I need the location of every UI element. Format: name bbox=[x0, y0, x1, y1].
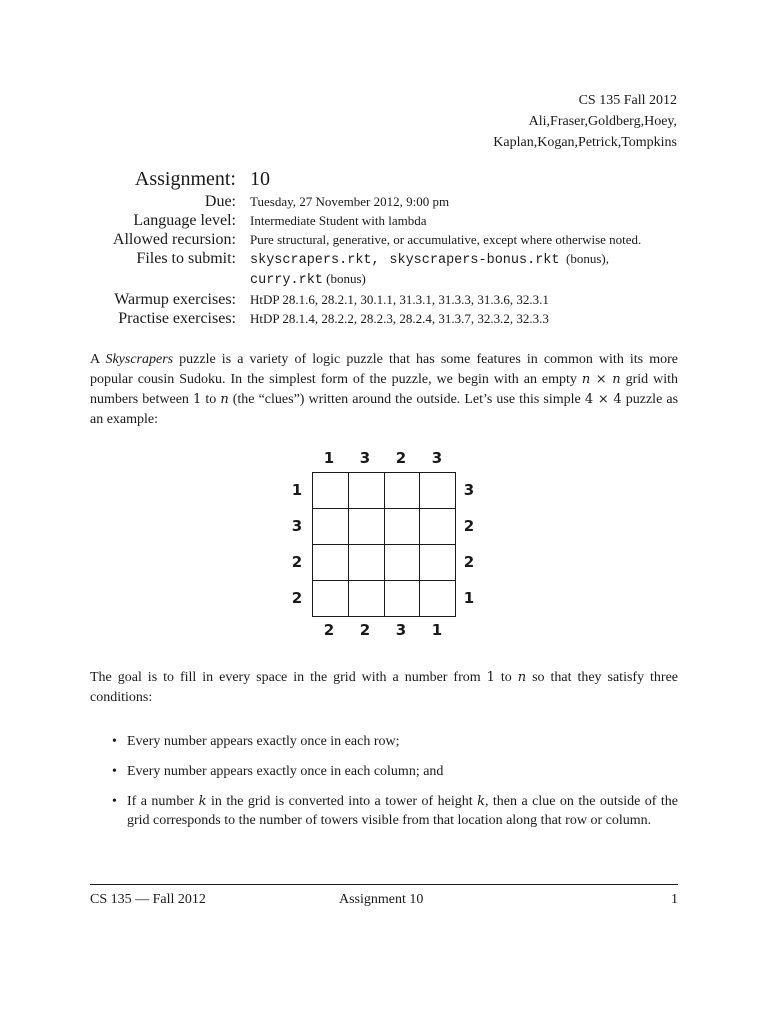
top-clue: 1 bbox=[323, 449, 335, 467]
grid-cell bbox=[348, 545, 384, 581]
intro-text: puzzle is a variety of logic puzzle that has some features in common with its more popular cousin Sudoku. In the simplest form of the puzzle, we begin with an empty bbox=[90, 352, 678, 387]
goal-text: The goal is to fill in every space in the grid with a number from bbox=[90, 670, 487, 685]
grid-cell bbox=[348, 581, 384, 617]
math-one: 1 bbox=[486, 670, 495, 685]
grid-cell bbox=[348, 473, 384, 509]
condition-text: in the grid is converted into a tower of height bbox=[206, 794, 478, 809]
due-date: Tuesday, 27 November 2012, 9:00 pm bbox=[250, 194, 450, 209]
instructors-line-2: Kaplan,Kogan,Petrick,Tompkins bbox=[493, 135, 677, 150]
condition-text: If a number bbox=[127, 794, 199, 809]
practise-row bbox=[90, 309, 690, 328]
intro-text: to bbox=[201, 392, 221, 407]
right-clue: 2 bbox=[463, 553, 475, 571]
footer-assignment: Assignment 10 bbox=[339, 892, 424, 907]
due-label: Due: bbox=[204, 193, 236, 210]
due-row bbox=[90, 192, 690, 211]
intro-text: (the “clues”) written around the outside. Let’s use this simple bbox=[228, 392, 585, 407]
grid-cell bbox=[313, 473, 349, 509]
grid-cell bbox=[384, 581, 420, 617]
right-clue: 2 bbox=[463, 517, 475, 535]
recursion-row bbox=[90, 230, 690, 249]
grid-cell bbox=[420, 473, 456, 509]
right-clue: 1 bbox=[463, 589, 475, 607]
left-clue: 2 bbox=[291, 589, 303, 607]
grid-cell bbox=[313, 581, 349, 617]
grid-row bbox=[313, 581, 456, 617]
grid-row bbox=[313, 473, 456, 509]
skyscrapers-term: Skyscrapers bbox=[105, 352, 174, 367]
bottom-clue: 2 bbox=[359, 621, 371, 639]
bottom-clue: 2 bbox=[323, 621, 335, 639]
files-label: Files to submit: bbox=[136, 250, 236, 267]
math-one: 1 bbox=[193, 392, 202, 407]
instructors-line-1: Ali,Fraser,Goldberg,Hoey, bbox=[528, 114, 677, 129]
footer-divider bbox=[90, 884, 678, 885]
intro-text: A bbox=[90, 352, 106, 367]
grid-cell bbox=[313, 545, 349, 581]
bottom-clue: 1 bbox=[431, 621, 443, 639]
list-item bbox=[108, 762, 678, 781]
course-title: CS 135 Fall 2012 bbox=[578, 93, 677, 108]
bullet-icon: • bbox=[112, 794, 117, 809]
file-skyscrapers-bonus: skyscrapers-bonus.rkt bbox=[389, 253, 560, 268]
grid-cell bbox=[420, 509, 456, 545]
bullet-icon: • bbox=[112, 734, 117, 749]
condition-text: Every number appears exactly once in each column; and bbox=[127, 764, 444, 779]
intro-paragraph bbox=[90, 350, 678, 430]
math-n: n bbox=[220, 392, 229, 407]
math-four-by-four: 4 × 4 bbox=[584, 392, 622, 407]
bonus-note: (bonus) bbox=[326, 271, 366, 286]
grid-cell bbox=[384, 473, 420, 509]
files-list bbox=[250, 249, 690, 290]
intro-text: puzzle as an example: bbox=[90, 392, 679, 427]
language-level: Intermediate Student with lambda bbox=[250, 213, 427, 228]
condition-text: , then a clue on the outside of the grid corresponds to the number of towers visible from that location along that row or column. bbox=[127, 794, 678, 828]
top-clue: 3 bbox=[359, 449, 371, 467]
language-row bbox=[90, 211, 690, 230]
grid-cell bbox=[420, 581, 456, 617]
left-clue: 1 bbox=[291, 481, 303, 499]
goal-paragraph bbox=[90, 668, 678, 708]
bonus-note: (bonus), bbox=[566, 251, 609, 266]
warmup-row bbox=[90, 290, 690, 309]
footer-course: CS 135 — Fall 2012 bbox=[90, 892, 206, 907]
assignment-label: Assignment: bbox=[134, 168, 236, 190]
right-clue: 3 bbox=[463, 481, 475, 499]
left-clue: 3 bbox=[291, 517, 303, 535]
practise-label: Practise exercises: bbox=[118, 310, 236, 327]
grid-cell bbox=[384, 545, 420, 581]
left-clue: 2 bbox=[291, 553, 303, 571]
grid-row bbox=[313, 545, 456, 581]
list-item bbox=[108, 792, 678, 830]
file-curry: curry.rkt bbox=[250, 273, 323, 288]
page-number: 1 bbox=[671, 892, 678, 907]
document-header bbox=[493, 90, 677, 153]
files-row bbox=[90, 249, 690, 290]
conditions-list bbox=[108, 732, 678, 841]
warmup-label: Warmup exercises: bbox=[114, 291, 236, 308]
assignment-number: 10 bbox=[250, 168, 270, 190]
grid-cell bbox=[313, 509, 349, 545]
bullet-icon: • bbox=[112, 764, 117, 779]
language-label: Language level: bbox=[133, 212, 236, 229]
practise-exercises: HtDP 28.1.4, 28.2.2, 28.2.3, 28.2.4, 31.3.7, 32.3.2, 32.3.3 bbox=[250, 311, 549, 326]
goal-text: to bbox=[494, 670, 518, 685]
top-clue: 3 bbox=[431, 449, 443, 467]
grid-cell bbox=[420, 545, 456, 581]
list-item bbox=[108, 732, 678, 751]
goal-text: so that they satisfy three conditions: bbox=[90, 670, 679, 705]
grid-row bbox=[313, 509, 456, 545]
math-k: k bbox=[477, 794, 485, 809]
assignment-info bbox=[90, 166, 690, 328]
grid-cell bbox=[348, 509, 384, 545]
grid-cell bbox=[384, 509, 420, 545]
condition-text: Every number appears exactly once in each row; bbox=[127, 734, 400, 749]
math-n: n bbox=[517, 670, 527, 685]
file-skyscrapers: skyscrapers.rkt, bbox=[250, 253, 380, 268]
warmup-exercises: HtDP 28.1.6, 28.2.1, 30.1.1, 31.3.1, 31.3.3, 31.3.6, 32.3.1 bbox=[250, 292, 549, 307]
intro-text: grid with numbers between bbox=[90, 372, 678, 407]
assignment-row bbox=[90, 166, 690, 192]
recursion-label: Allowed recursion: bbox=[112, 231, 236, 248]
recursion-rules: Pure structural, generative, or accumulative, except where otherwise noted. bbox=[250, 232, 642, 247]
math-k: k bbox=[198, 794, 207, 809]
bottom-clue: 3 bbox=[395, 621, 407, 639]
top-clue: 2 bbox=[395, 449, 407, 467]
math-n-by-n: n × n bbox=[581, 372, 621, 387]
puzzle-grid bbox=[312, 472, 456, 617]
